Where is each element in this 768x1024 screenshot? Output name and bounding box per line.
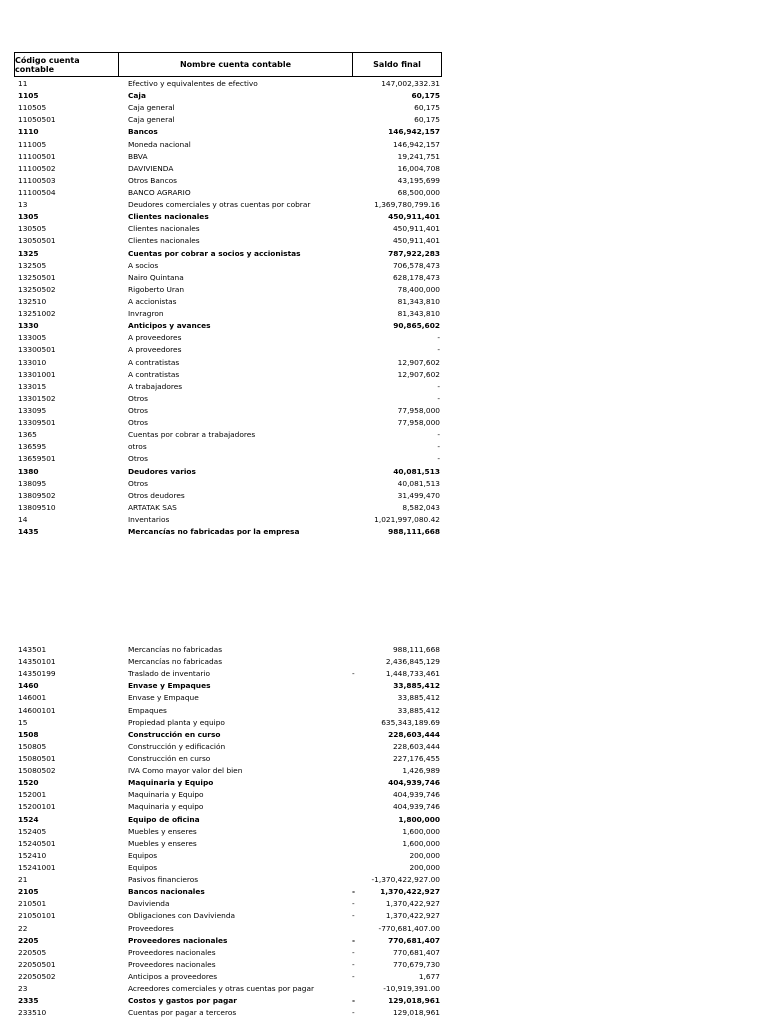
account-name-cell: Clientes nacionales (128, 224, 200, 234)
account-code-cell: 152001 (18, 790, 47, 800)
final-balance-cell: 12,907,602 (397, 369, 440, 379)
account-name-cell: Otros (128, 393, 148, 403)
table-row (0, 947, 768, 959)
final-balance-cell: 81,343,810 (397, 309, 440, 319)
final-balance-cell: 404,939,746 (392, 790, 440, 800)
account-code-cell: 13301502 (18, 393, 56, 403)
account-name-cell: Mercancías no fabricadas por la empresa (128, 527, 300, 537)
account-name-cell: Cuentas por cobrar a trabajadores (128, 430, 256, 440)
table-row (0, 78, 768, 90)
account-code-cell: 133095 (18, 405, 47, 415)
final-balance-cell: 12,907,602 (397, 357, 440, 367)
account-name-cell: Moneda nacional (128, 139, 191, 149)
account-name-cell: Otros Bancos (128, 175, 178, 185)
account-name-cell: Cuentas por cobrar a socios y accionistas (128, 248, 301, 258)
table-row (0, 405, 768, 417)
account-code-cell: 23 (18, 984, 28, 994)
account-name-cell: Equipos (128, 862, 158, 872)
header-account-name: Nombre cuenta contable (119, 53, 353, 76)
account-code-cell: 22050501 (18, 959, 56, 969)
account-code-cell: 152410 (18, 850, 47, 860)
table-row (0, 308, 768, 320)
account-code-cell: 13 (18, 200, 28, 210)
table-row (0, 789, 768, 801)
account-code-cell: 210501 (18, 899, 47, 909)
account-code-cell: 1380 (18, 466, 39, 476)
table-row (0, 668, 768, 680)
table-row (0, 680, 768, 692)
account-name-cell: Construcción y edificación (128, 741, 226, 751)
account-name-cell: Costos y gastos por pagar (128, 996, 237, 1006)
final-balance-cell: 450,911,401 (392, 236, 440, 246)
final-balance-cell: 450,911,401 (392, 224, 440, 234)
final-balance-cell: - (437, 393, 440, 403)
account-code-cell: 2105 (18, 887, 39, 897)
table-row (0, 417, 768, 429)
account-name-cell: Maquinaria y Equipo (128, 778, 214, 788)
account-code-cell: 11100504 (18, 187, 56, 197)
account-code-cell: 143501 (18, 645, 47, 654)
account-code-cell: 14350101 (18, 657, 56, 667)
final-balance-cell: 78,400,000 (397, 284, 440, 294)
final-balance-cell: 1,600,000 (402, 826, 440, 836)
table-row (0, 344, 768, 356)
account-name-cell: Muebles y enseres (128, 838, 197, 848)
table-row (0, 777, 768, 789)
ledger-rows-top (0, 78, 768, 538)
table-row (0, 429, 768, 441)
account-code-cell: 13250501 (18, 272, 56, 282)
table-row (0, 971, 768, 983)
account-code-cell: 1330 (18, 321, 39, 331)
final-balance-cell: - (437, 442, 440, 452)
account-code-cell: 1520 (18, 778, 39, 788)
final-balance-cell: -10,919,391.00 (383, 984, 440, 994)
account-name-cell: A proveedores (128, 333, 182, 343)
final-balance-cell: 988,111,668 (388, 527, 440, 537)
account-name-cell: Otros (128, 405, 148, 415)
table-row (0, 826, 768, 838)
account-code-cell: 2335 (18, 996, 39, 1006)
account-name-cell: Traslado de inventario (128, 669, 210, 679)
account-name-cell: Clientes nacionales (128, 212, 209, 222)
final-balance-cell: 228,603,444 (392, 741, 440, 751)
account-code-cell: 14 (18, 514, 28, 524)
final-balance-cell: 81,343,810 (397, 296, 440, 306)
account-name-cell: Obligaciones con Davivienda (128, 911, 236, 921)
final-balance-cell: 706,578,473 (392, 260, 440, 270)
account-name-cell: Otros (128, 418, 148, 428)
account-code-cell: 220505 (18, 947, 47, 957)
account-name-cell: Proveedores nacionales (128, 935, 228, 945)
sign-cell: - (352, 935, 356, 945)
account-code-cell: 14600101 (18, 705, 56, 715)
sign-cell: - (352, 1008, 355, 1018)
account-code-cell: 11050501 (18, 115, 56, 125)
account-name-cell: otros (128, 442, 147, 452)
sign-cell: - (352, 996, 356, 1006)
final-balance-cell: 146,942,157 (392, 139, 440, 149)
final-balance-cell: 43,195,699 (397, 175, 440, 185)
account-name-cell: BANCO AGRARIO (128, 187, 191, 197)
account-name-cell: BBVA (128, 151, 148, 161)
table-row (0, 478, 768, 490)
header-account-code: Código cuenta contable (15, 53, 119, 76)
account-name-cell: Caja (128, 91, 146, 101)
account-code-cell: 14350199 (18, 669, 56, 679)
final-balance-cell: 635,343,189.69 (381, 717, 440, 727)
final-balance-cell: 770,679,730 (392, 959, 440, 969)
account-code-cell: 13659501 (18, 454, 56, 464)
final-balance-cell: 228,603,444 (388, 729, 440, 739)
account-name-cell: Anticipos a proveedores (128, 971, 218, 981)
final-balance-cell: 40,081,513 (397, 478, 440, 488)
account-code-cell: 130505 (18, 224, 47, 234)
table-row (0, 163, 768, 175)
account-code-cell: 1110 (18, 127, 39, 137)
final-balance-cell: 628,178,473 (392, 272, 440, 282)
final-balance-cell: 90,865,602 (393, 321, 440, 331)
account-name-cell: Anticipos y avances (128, 321, 211, 331)
table-row (0, 223, 768, 235)
account-name-cell: Otros (128, 478, 148, 488)
table-row (0, 765, 768, 777)
account-name-cell: Construcción en curso (128, 729, 221, 739)
table-row (0, 199, 768, 211)
final-balance-cell: 770,681,407 (388, 935, 440, 945)
final-balance-cell: 1,021,997,080.42 (374, 514, 440, 524)
account-code-cell: 13050501 (18, 236, 56, 246)
account-name-cell: Bancos (128, 127, 158, 137)
final-balance-cell: 77,958,000 (397, 405, 440, 415)
final-balance-cell: -1,370,422,927.00 (371, 875, 440, 885)
final-balance-cell: -770,681,407.00 (378, 923, 440, 933)
account-name-cell: Maquinaria y Equipo (128, 790, 204, 800)
account-name-cell: Invragron (128, 309, 164, 319)
account-name-cell: Muebles y enseres (128, 826, 197, 836)
final-balance-cell: 770,681,407 (392, 947, 440, 957)
final-balance-cell: 146,942,157 (388, 127, 440, 137)
final-balance-cell: 1,370,422,927 (385, 899, 440, 909)
table-row (0, 175, 768, 187)
final-balance-cell: 1,600,000 (402, 838, 440, 848)
account-name-cell: Construcción en curso (128, 753, 211, 763)
account-code-cell: 138095 (18, 478, 47, 488)
account-code-cell: 1325 (18, 248, 39, 258)
account-code-cell: 133015 (18, 381, 47, 391)
account-name-cell: Efectivo y equivalentes de efectivo (128, 79, 258, 88)
account-name-cell: Inventarios (128, 514, 170, 524)
account-code-cell: 11100502 (18, 163, 56, 173)
final-balance-cell: - (437, 454, 440, 464)
table-row (0, 284, 768, 296)
table-row (0, 995, 768, 1007)
table-row (0, 850, 768, 862)
table-row (0, 151, 768, 163)
account-code-cell: 13809510 (18, 502, 56, 512)
account-code-cell: 233510 (18, 1008, 47, 1018)
account-name-cell: DAVIVIENDA (128, 163, 174, 173)
sign-cell: - (352, 911, 355, 921)
account-name-cell: Caja general (128, 103, 175, 113)
account-name-cell: Mercancías no fabricadas (128, 645, 223, 654)
table-row (0, 526, 768, 538)
account-name-cell: A proveedores (128, 345, 182, 355)
account-code-cell: 110505 (18, 103, 47, 113)
account-name-cell: Rigoberto Uran (128, 284, 185, 294)
final-balance-cell: 1,370,422,927 (385, 911, 440, 921)
ledger-rows-bottom (0, 644, 768, 1019)
final-balance-cell: 450,911,401 (388, 212, 440, 222)
account-name-cell: A trabajadores (128, 381, 183, 391)
account-name-cell: Propiedad planta y equipo (128, 717, 225, 727)
table-row (0, 502, 768, 514)
table-row (0, 656, 768, 668)
table-row (0, 959, 768, 971)
account-code-cell: 132510 (18, 296, 47, 306)
account-code-cell: 13809502 (18, 490, 56, 500)
account-name-cell: Mercancías no fabricadas (128, 657, 223, 667)
account-code-cell: 21 (18, 875, 28, 885)
table-row (0, 211, 768, 223)
account-code-cell: 13300501 (18, 345, 56, 355)
table-row (0, 296, 768, 308)
account-code-cell: 1460 (18, 681, 39, 691)
table-row (0, 1007, 768, 1019)
table-row (0, 874, 768, 886)
account-code-cell: 133010 (18, 357, 47, 367)
account-name-cell: A socios (128, 260, 159, 270)
account-code-cell: 152405 (18, 826, 47, 836)
final-balance-cell: 787,922,283 (388, 248, 440, 258)
final-balance-cell: 33,885,412 (393, 681, 440, 691)
table-row (0, 910, 768, 922)
final-balance-cell: 33,885,412 (397, 693, 440, 703)
account-code-cell: 11100503 (18, 175, 56, 185)
account-code-cell: 15241001 (18, 862, 56, 872)
final-balance-cell: 2,436,845,129 (385, 657, 440, 667)
account-code-cell: 13250502 (18, 284, 56, 294)
account-code-cell: 2205 (18, 935, 39, 945)
account-code-cell: 1365 (18, 430, 37, 440)
account-name-cell: Pasivos financieros (128, 875, 199, 885)
table-row (0, 381, 768, 393)
account-code-cell: 132505 (18, 260, 47, 270)
table-row (0, 935, 768, 947)
account-name-cell: A contratistas (128, 369, 180, 379)
table-row (0, 235, 768, 247)
final-balance-cell: 1,369,780,799.16 (374, 200, 440, 210)
account-name-cell: Acreedores comerciales y otras cuentas por pagar (128, 984, 315, 994)
table-row (0, 490, 768, 502)
final-balance-cell: 1,370,422,927 (380, 887, 440, 897)
table-row (0, 705, 768, 717)
account-code-cell: 21050101 (18, 911, 56, 921)
account-code-cell: 15 (18, 717, 28, 727)
table-row (0, 741, 768, 753)
final-balance-cell: 988,111,668 (392, 645, 440, 654)
header-final-balance: Saldo final (373, 60, 421, 69)
account-name-cell: Maquinaria y equipo (128, 802, 204, 812)
final-balance-cell: 404,939,746 (388, 778, 440, 788)
account-name-cell: A contratistas (128, 357, 180, 367)
final-balance-cell: 68,500,000 (397, 187, 440, 197)
account-name-cell: Equipos (128, 850, 158, 860)
final-balance-cell: 129,018,961 (392, 1008, 440, 1018)
account-code-cell: 1305 (18, 212, 39, 222)
sign-cell: - (352, 971, 355, 981)
final-balance-cell: - (437, 381, 440, 391)
final-balance-cell: - (437, 430, 440, 440)
account-code-cell: 11 (18, 79, 28, 88)
final-balance-cell: 227,176,455 (392, 753, 440, 763)
account-name-cell: Proveedores (128, 923, 174, 933)
account-code-cell: 22 (18, 923, 28, 933)
sign-cell: - (352, 899, 355, 909)
account-name-cell: Bancos nacionales (128, 887, 205, 897)
final-balance-cell: 19,241,751 (397, 151, 440, 161)
account-name-cell: Empaques (128, 705, 167, 715)
account-code-cell: 11100501 (18, 151, 56, 161)
account-name-cell: Envase y Empaque (128, 693, 199, 703)
account-code-cell: 22050502 (18, 971, 56, 981)
table-row (0, 126, 768, 138)
table-row (0, 838, 768, 850)
final-balance-cell: 1,448,733,461 (385, 669, 440, 679)
account-name-cell: ARTATAK SAS (128, 502, 177, 512)
sign-cell: - (352, 669, 355, 679)
account-code-cell: 13251002 (18, 309, 56, 319)
table-row (0, 466, 768, 478)
final-balance-cell: 200,000 (409, 850, 440, 860)
account-name-cell: Envase y Empaques (128, 681, 211, 691)
table-row (0, 248, 768, 260)
account-code-cell: 15240501 (18, 838, 56, 848)
final-balance-cell: 77,958,000 (397, 418, 440, 428)
account-code-cell: 13301001 (18, 369, 56, 379)
final-balance-cell: 200,000 (409, 862, 440, 872)
account-name-cell: Equipo de oficina (128, 814, 200, 824)
account-name-cell: Clientes nacionales (128, 236, 200, 246)
final-balance-cell: 1,677 (418, 971, 440, 981)
account-name-cell: Deudores varios (128, 466, 196, 476)
sign-cell: - (352, 887, 356, 897)
table-row (0, 717, 768, 729)
table-row (0, 729, 768, 741)
table-row (0, 441, 768, 453)
table-row (0, 320, 768, 332)
final-balance-cell: 60,175 (414, 103, 440, 113)
table-row (0, 90, 768, 102)
account-name-cell: A accionistas (128, 296, 177, 306)
final-balance-cell: 1,426,989 (402, 766, 440, 776)
account-code-cell: 150805 (18, 741, 47, 751)
final-balance-cell: 33,885,412 (397, 705, 440, 715)
table-row (0, 886, 768, 898)
final-balance-cell: 129,018,961 (388, 996, 440, 1006)
table-row (0, 369, 768, 381)
account-code-cell: 111005 (18, 139, 47, 149)
table-row (0, 332, 768, 344)
final-balance-cell: 31,499,470 (397, 490, 440, 500)
table-row (0, 393, 768, 405)
account-code-cell: 1508 (18, 729, 39, 739)
final-balance-cell: 60,175 (414, 115, 440, 125)
table-row (0, 272, 768, 284)
account-code-cell: 15080501 (18, 753, 56, 763)
final-balance-cell: - (437, 345, 440, 355)
final-balance-cell: 40,081,513 (393, 466, 440, 476)
final-balance-cell: 60,175 (411, 91, 440, 101)
account-name-cell: Otros deudores (128, 490, 185, 500)
table-row (0, 862, 768, 874)
account-name-cell: Nairo Quintana (128, 272, 184, 282)
table-row (0, 453, 768, 465)
table-row (0, 692, 768, 704)
account-name-cell: Cuentas por pagar a terceros (128, 1008, 237, 1018)
final-balance-cell: 1,800,000 (398, 814, 440, 824)
account-code-cell: 15200101 (18, 802, 56, 812)
final-balance-cell: 16,004,708 (397, 163, 440, 173)
account-code-cell: 13309501 (18, 418, 56, 428)
account-name-cell: Proveedores nacionales (128, 947, 216, 957)
final-balance-cell: - (437, 333, 440, 343)
sign-cell: - (352, 959, 355, 969)
table-row (0, 983, 768, 995)
account-name-cell: Proveedores nacionales (128, 959, 216, 969)
final-balance-cell: 8,582,043 (402, 502, 440, 512)
account-name-cell: Otros (128, 454, 148, 464)
account-code-cell: 133005 (18, 333, 47, 343)
final-balance-cell: 147,002,332.31 (381, 79, 440, 88)
table-row (0, 187, 768, 199)
account-name-cell: Caja general (128, 115, 175, 125)
account-code-cell: 1105 (18, 91, 39, 101)
table-row (0, 814, 768, 826)
account-name-cell: Deudores comerciales y otras cuentas por cobrar (128, 200, 311, 210)
table-header (14, 52, 442, 77)
account-code-cell: 1524 (18, 814, 39, 824)
table-row (0, 114, 768, 126)
table-row (0, 260, 768, 272)
table-row (0, 514, 768, 526)
account-name-cell: IVA Como mayor valor del bien (128, 766, 243, 776)
account-code-cell: 15080502 (18, 766, 56, 776)
table-row (0, 357, 768, 369)
sign-cell: - (352, 947, 355, 957)
table-row (0, 923, 768, 935)
account-code-cell: 1435 (18, 527, 39, 537)
account-code-cell: 136595 (18, 442, 47, 452)
table-row (0, 644, 768, 656)
account-code-cell: 146001 (18, 693, 47, 703)
table-row (0, 753, 768, 765)
account-name-cell: Davivienda (128, 899, 170, 909)
table-row (0, 801, 768, 813)
table-row (0, 898, 768, 910)
final-balance-cell: 404,939,746 (392, 802, 440, 812)
table-row (0, 139, 768, 151)
table-row (0, 102, 768, 114)
